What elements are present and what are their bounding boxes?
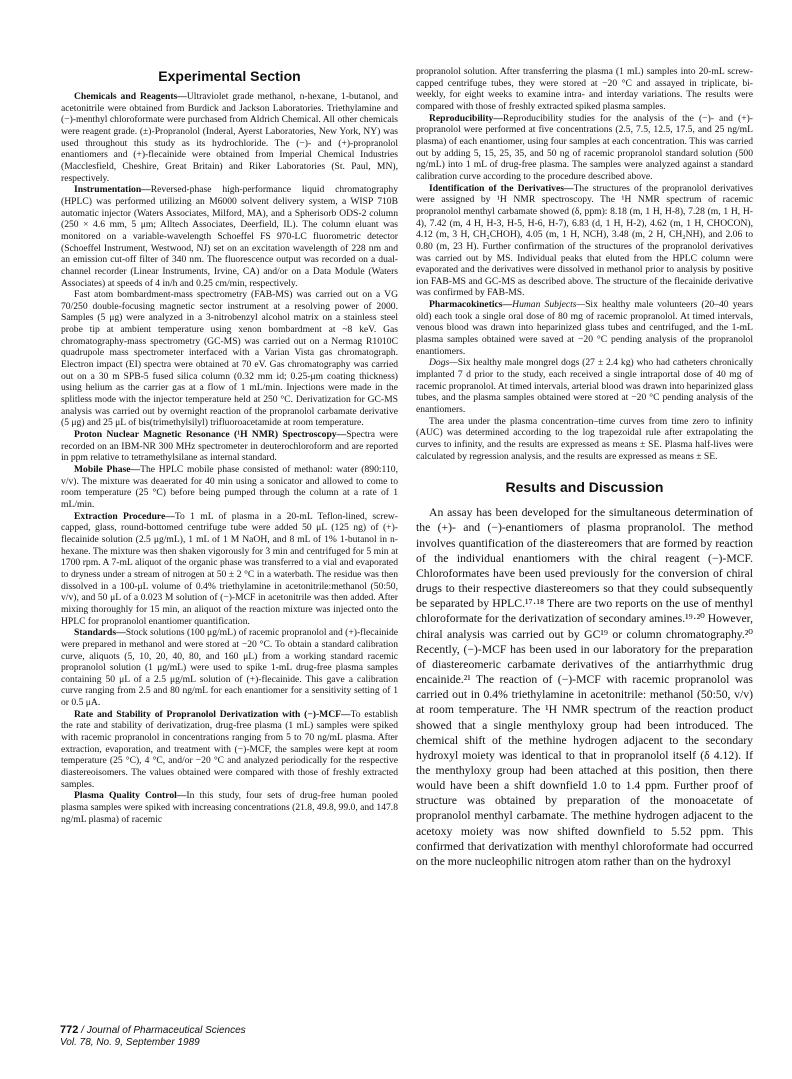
pharmacokinetics-heading: Pharmacokinetics— [429, 299, 513, 311]
right-column [416, 66, 753, 869]
results-paragraph: An assay has been developed for the simultaneous determination of the (+)- and (−)-enantiomers of plasma propranolol. The method involves quantification of the diastereomers that are formed by reaction of the individual enantiomers with the chiral reagent (−)-MCF. Chloroformates have been used previously for the conversion of chiral drugs to their respective diastereomers so that they could subsequently be separated by HPLC.¹⁷·¹⁸ There are two reports on the use of menthyl chloroformate for the derivatization of secondary amines.¹⁹·²⁰ However, chiral analysis was carried out by GC¹⁹ or column chromatography.²⁰ Recently, (−)-MCF has been used in our laboratory for the preparation of diastereomeric carbamate derivatives of the antiarrhythmic drug encainide.²¹ The reaction of (−)-MCF with racemic propranolol was carried out in 0.4% triethylamine in acetonitrile: methanol (50:50, v/v) at room temperature. The ¹H NMR spectrum of the reaction product showed that a single menthyloxy group had been introduced. The chemical shift of the methine hydrogen adjacent to the secondary hydroxyl moiety was identical to that in propranolol itself (δ 4.12). If the menthyloxy group had been attached at this position, then there would have been a shift downfield 1.0 to 1.4 ppm. Further proof of structure was obtained by preparation of the monoacetate of propranolol menthyl carbamate. The methine hydrogen adjacent to the acetoxy moiety was now shifted downfield to 5.52 ppm. This confirmed that derivatization with menthyl chloroformate had occurred on the more nucleophilic nitrogen atom rather than on the hydroxyl [416, 506, 753, 868]
mobile-phase-text: The HPLC mobile phase consisted of methanol: water (890:110, v/v). The mixture was deaerated for 40 min using a sonicator and allowed to come to room temperature (25 °C) before being pumped through the column at a rate of 1 mL/min. [61, 464, 398, 510]
identification-text: The structures of the propranolol derivatives were assigned by ¹H NMR spectroscopy. The ¹H NMR spectrum of racemic propranolol menthyl carbamate showed (δ, ppm): 8.18 (m, 1 H, H-8), 7.28 (m, 1 H, H-4), 7.42 (m, 4 H, H-3, H-5, H-6, H-7), 6.83 (d, 1 H, H-2), 4.62 (m, 1 H, CHOCON), 4.12 (m, 3 H, CH₂CHOH), 4.05 (m, 1 H, NCH), 3.48 (m, 2 H, CH₂NH), and 2.06 to 0.80 (m, 23 H). Further confirmation of the structures of the propranolol derivatives was carried out by MS. Individual peaks that eluted from the HPLC column were evaporated and the derivatives were dissolved in methanol prior to analysis by positive ion FAB-MS and GC-MS as described above. The structure of the flecainide derivative was confirmed by FAB-MS. [416, 182, 753, 299]
auc-paragraph: The area under the plasma concentration–time curves from time zero to infinity (AUC) was determined according to the log trapezoidal rule after extrapolating the curves to infinity, and the results are expressed as means ± SE. Plasma half-lives were calculated by regression analysis, and the results are expressed as means ± SE. [416, 415, 753, 462]
rate-stability-heading: Rate and Stability of Propranolol Derivatization with (−)-MCF— [74, 708, 351, 720]
reproducibility-text: Reproducibility studies for the analysis of the (−)- and (+)-propranolol were performed at five concentrations (2.5, 7.5, 12.5, 17.5, and 25 ng/mL plasma) of each enantiomer, using four samples at each concentration. This was carried out by adding 5, 15, 25, 35, and 50 ng of racemic propranolol standard solution (500 ng/mL) into 1 mL of drug-free plasma. The samples were analyzed against a standard calibration curve according to the procedure described above. [416, 112, 753, 182]
footer-journal-line [60, 1024, 246, 1037]
page-footer [60, 1024, 246, 1049]
quality-control-paragraph [61, 790, 398, 825]
extraction-paragraph [61, 511, 398, 628]
left-column [61, 64, 398, 825]
instrumentation-text: Reversed-phase high-performance liquid chromatography (HPLC) was performed utilizing an M6000 solvent delivery system, a WISP 710B automatic injector (Waters Associates, Milford, MA), and a Spherisorb ODS-2 column (250 × 4.6 mm, 5 μm; Alltech Associates, Deerfield, IL). The column eluant was monitored on a variable-wavelength Schoeffel FS 970-LC fluorometric detector (Schoeffel Instrument, Westwood, NJ) set on an excitation wavelength of 228 nm and an emission cut-off filter of 340 nm. The fluorescence output was recorded on a dual-channel recorder (Linear Instruments, Irvine, CA) and/or on a Data Module (Waters Associates) at speeds of 4 in/h and 0.25 cm/min, respectively. [61, 184, 398, 289]
rate-stability-text: To establish the rate and stability of derivatization, drug-free plasma (1 mL) samples were spiked with racemic propranolol in concentrations ranging from 5 to 70 ng/mL plasma. After extraction, evaporation, and treatment with (−)-MCF, the samples were kept at room temperature (25 °C), 4 °C, and/or −20 °C and analyzed periodically for the respective diastereoisomers. The values obtained were compared with those of freshly extracted samples. [61, 708, 398, 790]
quality-control-text: In this study, four sets of drug-free human pooled plasma samples were spiked with increasing concentrations (21.8, 49.8, 99.0, and 147.8 ng/mL plasma) of racemic [61, 790, 398, 825]
dogs-subheading: Dogs— [429, 357, 458, 369]
experimental-section-title: Experimental Section [158, 68, 301, 84]
chemicals-heading: Chemicals and Reagents— [74, 91, 187, 102]
standards-paragraph [61, 627, 398, 709]
journal-name: / Journal of Pharmaceutical Sciences [81, 1025, 246, 1036]
standards-text: Stock solutions (100 μg/mL) of racemic propranolol and (+)-flecainide were prepared in methanol and were stored at −20 °C. To obtain a standard calibration curve, aliquots (5, 10, 20, 40, 80, and 160 μL) from a working standard racemic propranolol solution (1 μg/mL) were used to spike 1-mL drug-free plasma samples containing 50 μL of a 2.5 μg/mL solution of (+)-flecainide. This gave a calibration curve ranging from 2.5 and 80 ng/mL for each enantiomer for a sensitivity setting of 1 or 0.5 μA. [61, 627, 398, 709]
reproducibility-heading: Reproducibility— [429, 112, 503, 124]
quality-control-heading: Plasma Quality Control— [74, 790, 187, 802]
nmr-heading: Proton Nuclear Magnetic Resonance (¹H NMR) Spectroscopy— [74, 429, 347, 441]
nmr-paragraph [61, 429, 398, 464]
pharmacokinetics-text: Six healthy male volunteers (20–40 years old) each took a single oral dose of 80 mg of racemic propranolol. At timed intervals, venous blood was drawn into heparinized glass tubes and centrifuged, and the 1-mL plasma samples obtained were saved at −20 °C pending analysis of the propranolol enantiomers. [416, 299, 753, 357]
standards-heading: Standards— [74, 627, 126, 639]
results-section-title: Results and Discussion [505, 479, 664, 496]
chemicals-text: Ultraviolet grade methanol, n-hexane, 1-butanol, and acetonitrile were obtained from Burdick and Jackson Laboratories. Triethylamine and (−)-menthyl chloroformate were purchased from Aldrich Chemical. All other chemicals were reagent grade. (±)-Propranolol (Inderal, Ayerst Laboratories, New York, NY) was used throughout this study as its hydrochloride. The (−)- and (+)-propranolol enantiomers and (+)-flecainide were obtained from Imperial Chemical Industries (Macclesfield, Cheshire, Great Britain) and Riker Laboratories (St. Paul, MN), respectively. [61, 91, 398, 184]
quality-control-continued: propranolol solution. After transferring the plasma (1 mL) samples into 20-mL screw-capped centrifuge tubes, they were stored at −20 °C and assayed in triplicate, bi-weekly, for eight weeks to examine intra- and interday variations. The results were compared with those of freshly extracted spiked plasma samples. [416, 66, 753, 112]
instrumentation-paragraph [61, 184, 398, 289]
reproducibility-paragraph [416, 113, 753, 183]
chemicals-paragraph [61, 91, 398, 184]
identification-heading: Identification of the Derivatives— [429, 182, 574, 194]
fab-ms-paragraph: Fast atom bombardment-mass spectrometry (FAB-MS) was carried out on a VG 70/250 double-focusing magnetic sector instrument at a resolving power of 2000. Samples (5 μg) were analyzed in a 3-nitrobenzyl alcohol matrix on a stainless steel probe tip at ambient temperature using xenon bombardment at ~8 keV. Gas chromatography-mass spectrometry (GC-MS) was carried out on a Nermag R1010C quadrupole mass spectrometer interfaced with a Varian Vista gas chromatograph. Electron impact (EI) spectra were obtained at 70 eV. Gas chromatography was carried out on a 30 m SPB-5 fused silica column (0.32 mm id; 0.25-μm coating thickness) using helium as the carrier gas at a flow of 1 mL/min. Injections were made in the splitless mode with the injector temperature held at 250 °C. Derivatization for GC-MS analysis was carried out by overnight reaction of the propranolol carbamate derivative (5 μg) and 25 μL of bis(trimethylsilyl) trifluoroacetamide at room temperature. [61, 289, 398, 429]
instrumentation-heading: Instrumentation— [74, 184, 151, 196]
human-subjects-subheading: Human Subjects— [512, 299, 586, 311]
extraction-text: To 1 mL of plasma in a 20-mL Teflon-lined, screw-capped, glass, round-bottomed centrifuge tube were added 50 μL (125 ng) of (+)-flecainide solution (2.5 μg/mL), 1 mL of 1 M NaOH, and 8 mL of 1% 1-butanol in n-hexane. The mixture was then shaken vigorously for 3 min and centrifuged for 5 min at 1700 rpm. A 7-mL aliquot of the organic phase was transferred to a vial and evaporated to dryness under a stream of nitrogen at 50 ± 2 °C in a waterbath. The residue was then dissolved in a 100-μL volume of 0.4% triethylamine in acetonitrile:methanol (50:50, v/v), and 50 μL of a 0.023 M solution of (−)-MCF in acetonitrile was then added. After mixing thoroughly for 15 min, an aliquot of the reaction mixture was injected onto the HPLC for propranolol enantiomer quantification. [61, 510, 398, 627]
dogs-paragraph [416, 357, 753, 415]
pharmacokinetics-paragraph [416, 299, 753, 357]
identification-paragraph [416, 183, 753, 300]
dogs-text: Six healthy male mongrel dogs (27 ± 2.4 kg) who had catheters chronically implanted 7 d prior to the study, each received a single intraportal dose of 40 mg of racemic propranolol. At timed intervals, arterial blood was drawn into heparinized glass tubes, and the plasma samples obtained were stored at −20 °C pending analysis of the enantiomers. [416, 357, 754, 416]
page-number: 772 [60, 1024, 79, 1036]
rate-stability-paragraph [61, 709, 398, 791]
mobile-phase-heading: Mobile Phase— [74, 464, 141, 475]
extraction-heading: Extraction Procedure— [74, 510, 175, 522]
nmr-text: Spectra were recorded on an IBM-NR 300 MHz spectrometer in deuterochloroform and are reported in ppm relative to tetramethylsilane as internal standard. [61, 429, 398, 464]
mobile-phase-paragraph [61, 464, 398, 511]
journal-volume: Vol. 78, No. 9, September 1989 [60, 1037, 200, 1048]
